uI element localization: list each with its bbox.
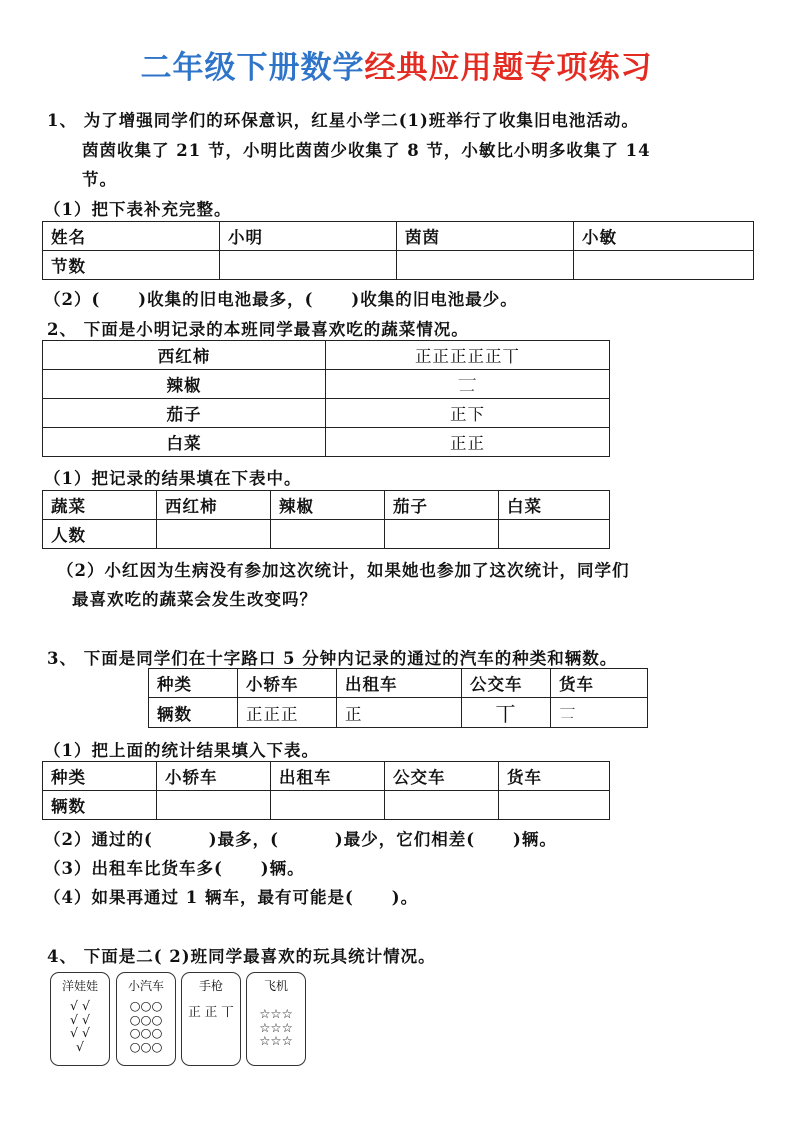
- q1-line-1: 1、 为了增强同学们的环保意识，红星小学二(1)班举行了收集旧电池活动。: [47, 111, 639, 130]
- q3-sub4-part-a: （4）如果再通过 1 辆车，最有可能是(: [44, 888, 354, 907]
- q3-sub4: [44, 884, 418, 908]
- q3-sub3-part-a: （3）出租车比货车多(: [44, 859, 223, 878]
- table-row: [43, 791, 610, 820]
- title-part-1: 二年级下册数学: [140, 50, 365, 86]
- table-header-cell: 辣椒: [271, 491, 385, 520]
- q2-record-table: [42, 340, 610, 457]
- tally-marks: 正: [345, 704, 363, 724]
- vegetable-name: 西红柿: [43, 341, 326, 370]
- tally-mark-row: 正 正 丅: [188, 1004, 234, 1019]
- q2-intro: 2、 下面是小明记录的本班同学最喜欢吃的蔬菜情况。: [47, 320, 469, 339]
- tally-marks: 正正: [450, 434, 485, 453]
- tally-marks: 正正正: [246, 704, 299, 724]
- tally-cell: [551, 698, 648, 728]
- answer-cell[interactable]: [499, 791, 610, 820]
- vegetable-name: 辣椒: [43, 370, 326, 399]
- circle-mark-row: ○○○: [129, 1038, 163, 1054]
- tally-marks: 𠄟: [559, 703, 577, 723]
- tally-marks: 正正正正正: [415, 347, 503, 366]
- table-row: [43, 251, 754, 280]
- table-header-cell: 出租车: [337, 669, 462, 698]
- tally-cell: [326, 399, 610, 428]
- table-row: [43, 491, 610, 520]
- toy-label: 飞机: [263, 979, 288, 993]
- check-mark-row: √ √: [70, 1025, 90, 1040]
- table-header-cell: 西红柿: [157, 491, 271, 520]
- page-title: [0, 42, 793, 87]
- table-row-label: 辆数: [43, 791, 157, 820]
- table-row: [43, 520, 610, 549]
- tally-cell: [462, 698, 551, 728]
- table-row: [43, 222, 754, 251]
- q1-sub2-part-b: )收集的旧电池最多，(: [138, 290, 314, 309]
- table-header-cell: 蔬菜: [43, 491, 157, 520]
- table-header-cell: 白菜: [499, 491, 610, 520]
- answer-cell[interactable]: [220, 251, 397, 280]
- toy-marks: [117, 999, 175, 1053]
- tally-cell: [326, 428, 610, 457]
- q1-sub2-part-a: （2）(: [44, 290, 101, 309]
- table-header-cell: 种类: [149, 669, 238, 698]
- toy-marks: [182, 1005, 240, 1019]
- check-mark-row: √ √: [70, 1011, 90, 1027]
- tally-cell: [238, 698, 337, 728]
- q3-sub4-part-b: )。: [391, 888, 419, 907]
- q1-sub1: （1）把下表补充完整。: [44, 200, 232, 219]
- answer-cell[interactable]: [157, 520, 271, 549]
- table-header-cell: 公交车: [462, 669, 551, 698]
- table-header-cell: 货车: [499, 762, 610, 791]
- tally-marks: 𠄟: [457, 372, 478, 397]
- vegetable-name: 白菜: [43, 428, 326, 457]
- table-row: [43, 399, 610, 428]
- table-row-label: 辆数: [149, 698, 238, 728]
- vegetable-name: 茄子: [43, 399, 326, 428]
- circle-mark-row: ○○○: [129, 1025, 163, 1040]
- star-mark-row: ☆☆☆: [259, 1033, 293, 1048]
- answer-cell[interactable]: [385, 520, 499, 549]
- q3-sub2-part-d: )辆。: [513, 830, 557, 849]
- circle-mark-row: ○○○: [129, 1011, 163, 1027]
- toy-label: 洋娃娃: [61, 979, 98, 993]
- table-row: [43, 370, 610, 399]
- table-row: [149, 669, 648, 698]
- answer-cell[interactable]: [157, 791, 271, 820]
- toy-label: 手枪: [198, 979, 223, 993]
- answer-cell[interactable]: [499, 520, 610, 549]
- answer-cell[interactable]: [574, 251, 754, 280]
- tally-cell: [337, 698, 462, 728]
- q1-line-2: 茵茵收集了 21 节，小明比茵茵少收集了 8 节，小敏比小明多收集了 14: [82, 141, 651, 160]
- q1-sub2-part-c: )收集的旧电池最少。: [351, 290, 518, 309]
- answer-cell[interactable]: [271, 520, 385, 549]
- q3-sub3: [44, 855, 305, 879]
- q3-sub3-part-b: )辆。: [260, 859, 305, 878]
- table-header-cell: 种类: [43, 762, 157, 791]
- toy-box-toy-car: [116, 972, 176, 1066]
- q1-sub2: [44, 286, 518, 310]
- table-header-cell: 小轿车: [157, 762, 271, 791]
- check-mark-row: √: [76, 1038, 84, 1054]
- q2-fill-table: [42, 490, 610, 549]
- toy-marks: [51, 999, 109, 1053]
- circle-mark-row: ○○○: [129, 998, 163, 1013]
- q4-intro: 4、 下面是二( 2)班同学最喜欢的玩具统计情况。: [47, 947, 436, 966]
- title-part-2: 经典应用题专项练习: [364, 50, 653, 86]
- toy-box-toy-gun: [181, 972, 241, 1066]
- check-mark-row: √ √: [70, 998, 90, 1013]
- q1-line-3: 节。: [82, 170, 117, 189]
- table-row: [43, 762, 610, 791]
- table-header-cell: 茄子: [385, 491, 499, 520]
- q3-sub2-part-b: )最多，(: [208, 830, 279, 849]
- toy-box-airplane: [246, 972, 306, 1066]
- tally-marks: 下: [467, 405, 485, 424]
- table-row-label: 人数: [43, 520, 157, 549]
- tally-cell: [326, 370, 610, 399]
- table-header-cell: 小轿车: [238, 669, 337, 698]
- q1-fill-table: [42, 221, 754, 280]
- tally-cell: [326, 341, 610, 370]
- q2-sub2-line-1: （2）小红因为生病没有参加这次统计，如果她也参加了这次统计，同学们: [57, 561, 630, 580]
- q3-sub2-part-a: （2）通过的(: [44, 830, 153, 849]
- toy-marks: [247, 1007, 305, 1048]
- star-mark-row: ☆☆☆: [259, 1019, 293, 1035]
- table-header-cell: 茵茵: [397, 222, 574, 251]
- table-header-cell: 货车: [551, 669, 648, 698]
- q3-sub1: （1）把上面的统计结果填入下表。: [44, 741, 319, 760]
- toy-box-doll: [50, 972, 110, 1066]
- table-row: [149, 698, 648, 728]
- table-header-cell: 小敏: [574, 222, 754, 251]
- q3-fill-table: [42, 761, 610, 820]
- answer-cell[interactable]: [397, 251, 574, 280]
- q2-sub1: （1）把记录的结果填在下表中。: [44, 469, 302, 488]
- table-header-cell: 公交车: [385, 762, 499, 791]
- q3-sub2-part-c: )最少，它们相差(: [334, 830, 476, 849]
- q3-intro: 3、 下面是同学们在十字路口 5 分钟内记录的通过的汽车的种类和辆数。: [47, 649, 618, 668]
- q3-record-table: [148, 668, 648, 728]
- tally-marks: 丅: [495, 702, 517, 726]
- tally-marks: 丅: [502, 347, 520, 366]
- tally-marks: 正: [450, 405, 468, 424]
- toy-label: 小汽车: [127, 979, 164, 993]
- table-row: [43, 341, 610, 370]
- table-header-cell: 出租车: [271, 762, 385, 791]
- q3-sub2: [44, 826, 557, 850]
- table-row: [43, 428, 610, 457]
- table-header-cell: 小明: [220, 222, 397, 251]
- table-row-label: 节数: [43, 251, 220, 280]
- star-mark-row: ☆☆☆: [259, 1006, 293, 1021]
- answer-cell[interactable]: [271, 791, 385, 820]
- q2-sub2-line-2: 最喜欢吃的蔬菜会发生改变吗？: [72, 590, 317, 609]
- table-header-cell: 姓名: [43, 222, 220, 251]
- answer-cell[interactable]: [385, 791, 499, 820]
